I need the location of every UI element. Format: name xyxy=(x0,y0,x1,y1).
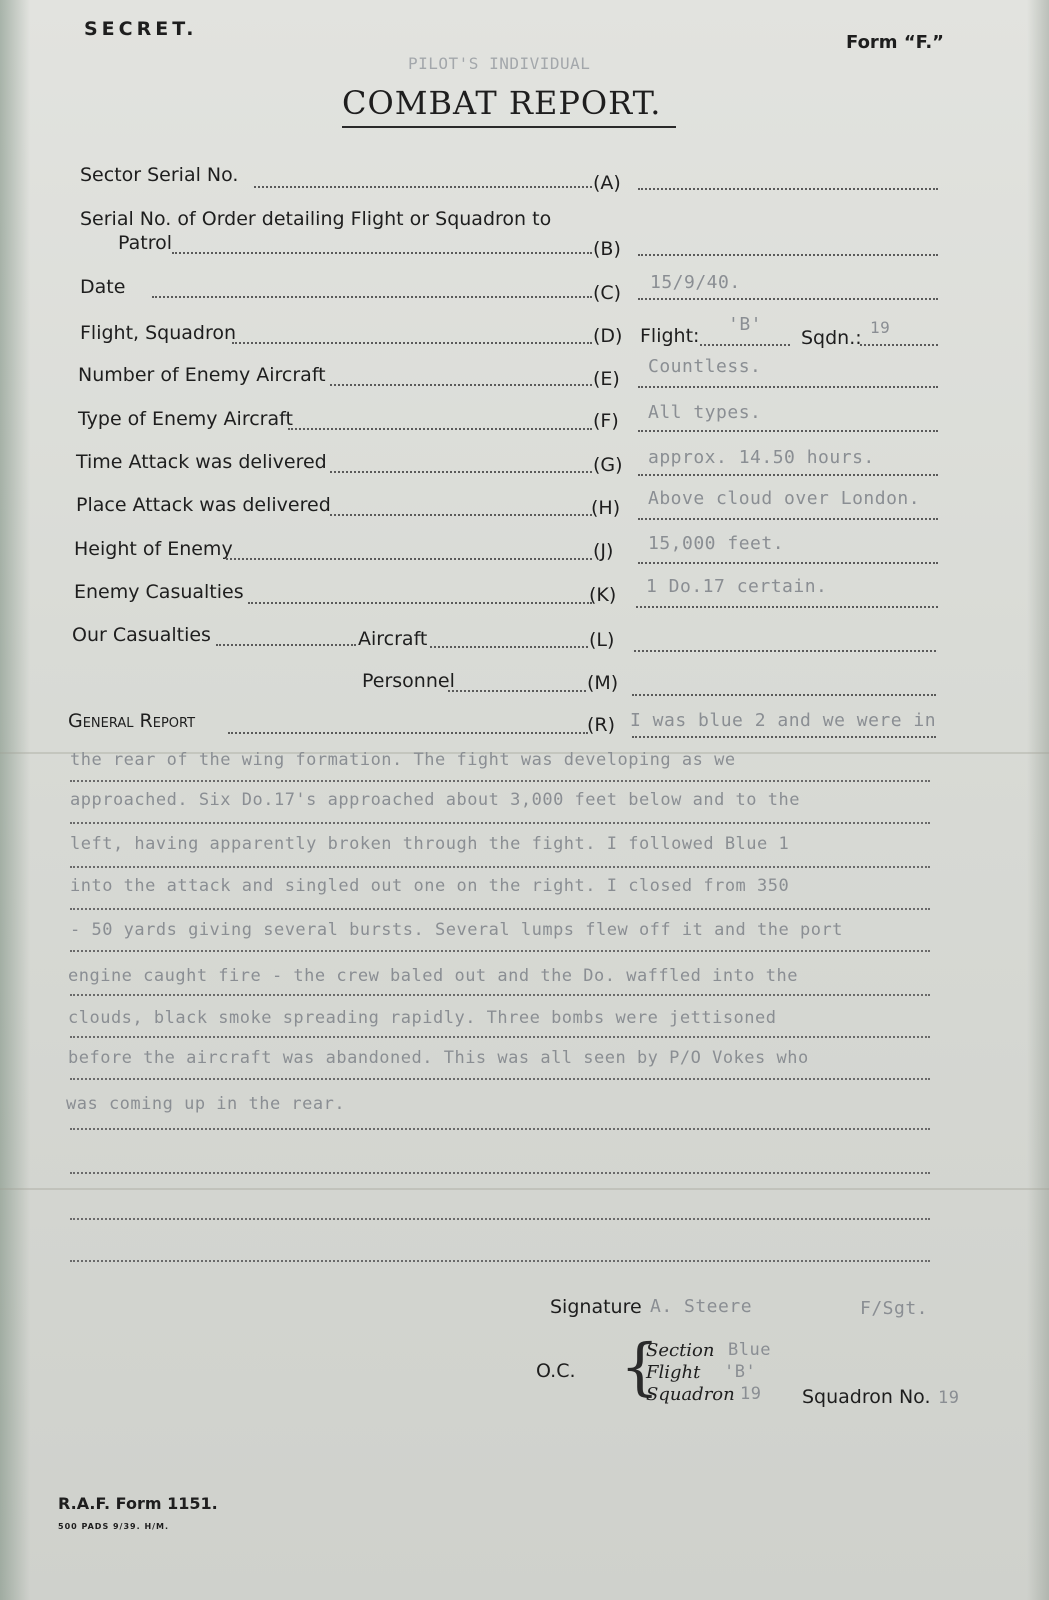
leader-dots xyxy=(226,558,592,560)
leader-dots xyxy=(248,602,592,604)
answer-line xyxy=(638,188,938,190)
leader-dots xyxy=(152,296,592,298)
leader-dots xyxy=(232,342,592,344)
form-id: Form “F.” xyxy=(846,32,944,53)
field-label-time-attack: Time Attack was delivered xyxy=(76,451,327,473)
field-code: (J) xyxy=(593,540,614,562)
report-rule xyxy=(70,908,930,910)
leader-dots xyxy=(254,186,592,188)
field-code: (K) xyxy=(589,584,617,606)
field-label-personnel: Personnel xyxy=(362,670,455,692)
answer-line xyxy=(638,474,938,476)
field-label-flight-squadron: Flight, Squadron xyxy=(80,322,237,344)
form-title: COMBAT REPORT. xyxy=(342,84,662,122)
sqdn-value: 19 xyxy=(870,318,891,337)
field-label-enemy-casualties: Enemy Casualties xyxy=(74,581,244,603)
field-code: (M) xyxy=(587,672,619,694)
field-code: (C) xyxy=(593,282,622,304)
report-rule xyxy=(70,1128,930,1130)
oc-squadron-value: 19 xyxy=(740,1384,762,1404)
report-rule xyxy=(70,1218,930,1220)
report-line-5: into the attack and singled out one on the right. I closed from 350 xyxy=(70,876,790,896)
field-code: (A) xyxy=(593,172,621,194)
brace: { xyxy=(620,1330,660,1403)
flight-value: 'B' xyxy=(728,314,763,335)
answer-line xyxy=(632,694,936,696)
paper-fold xyxy=(0,1188,1049,1190)
field-label-place-attack: Place Attack was delivered xyxy=(76,494,331,516)
report-rule xyxy=(70,822,930,824)
answer-line xyxy=(634,650,936,652)
secret-label: SECRET. xyxy=(84,18,198,40)
paper-edge-shadow-right xyxy=(1027,0,1049,1600)
report-rule xyxy=(70,1036,930,1038)
report-line-10: was coming up in the rear. xyxy=(66,1094,346,1114)
sqdn-label: Sqdn.: xyxy=(801,327,862,349)
report-rule xyxy=(70,1078,930,1080)
paper-edge-shadow xyxy=(0,0,30,1600)
field-code: (R) xyxy=(587,714,616,736)
field-code: (F) xyxy=(593,410,619,432)
field-value-date: 15/9/40. xyxy=(650,272,741,293)
field-code: (B) xyxy=(593,238,621,260)
answer-line xyxy=(638,254,938,256)
field-code: (H) xyxy=(591,497,621,519)
leader-dots xyxy=(448,690,586,692)
squadron-no-label: Squadron No. xyxy=(802,1386,931,1408)
answer-line xyxy=(638,298,938,300)
answer-line xyxy=(700,344,790,346)
field-value-time-attack: approx. 14.50 hours. xyxy=(648,447,875,468)
field-label-sector-serial: Sector Serial No. xyxy=(80,164,239,186)
report-rule xyxy=(70,950,930,952)
answer-line xyxy=(638,518,938,520)
answer-line xyxy=(638,430,938,432)
answer-line xyxy=(638,386,938,388)
leader-dots xyxy=(330,471,592,473)
report-line-8: clouds, black smoke spreading rapidly. Three bombs were jettisoned xyxy=(68,1008,777,1028)
leader-dots xyxy=(330,514,592,516)
field-label-aircraft: Aircraft xyxy=(358,628,428,650)
field-value-place-attack: Above cloud over London. xyxy=(648,488,921,509)
leader-dots xyxy=(228,732,588,734)
report-line-7: engine caught fire - the crew baled out and the Do. waffled into the xyxy=(68,966,798,986)
report-rule xyxy=(70,780,930,782)
oc-section-value: Blue xyxy=(728,1340,771,1360)
answer-line xyxy=(632,736,936,738)
report-rule xyxy=(70,1260,930,1262)
field-code: (E) xyxy=(593,368,620,390)
report-line-4: left, having apparently broken through the fight. I followed Blue 1 xyxy=(70,834,790,854)
report-rule xyxy=(70,1172,930,1174)
field-code: (G) xyxy=(593,454,623,476)
squadron-no-value: 19 xyxy=(938,1388,960,1408)
leader-dots xyxy=(288,428,592,430)
oc-squadron-label: Squadron xyxy=(646,1384,735,1405)
field-code: (L) xyxy=(589,629,615,651)
field-label-date: Date xyxy=(80,276,126,298)
field-label-order-line1: Serial No. of Order detailing Flight or Squadron to xyxy=(80,208,552,230)
answer-line xyxy=(636,606,938,608)
report-line-6: - 50 yards giving several bursts. Several lumps flew off it and the port xyxy=(70,920,843,940)
form-name: R.A.F. Form 1151. xyxy=(58,1494,218,1513)
field-value-number-enemy: Countless. xyxy=(648,356,762,377)
field-label-our-casualties: Our Casualties xyxy=(72,624,211,646)
leader-dots xyxy=(330,384,592,386)
field-label-number-enemy: Number of Enemy Aircraft xyxy=(78,364,326,386)
report-line-9: before the aircraft was abandoned. This was all seen by P/O Vokes who xyxy=(68,1048,809,1068)
title-underline xyxy=(342,126,676,128)
signature-label: Signature xyxy=(550,1296,642,1318)
oc-flight-value: 'B' xyxy=(724,1362,757,1382)
field-label-general-report: General Report xyxy=(68,710,196,732)
form-subtitle: PILOT'S INDIVIDUAL xyxy=(408,54,591,73)
oc-flight-label: Flight xyxy=(646,1362,701,1383)
report-rule xyxy=(70,866,930,868)
field-value-enemy-casualties: 1 Do.17 certain. xyxy=(646,576,828,597)
field-label-patrol: Patrol xyxy=(118,232,172,254)
leader-dots xyxy=(216,644,356,646)
oc-section-label: Section xyxy=(646,1340,715,1361)
field-value-height-enemy: 15,000 feet. xyxy=(648,533,785,554)
oc-label: O.C. xyxy=(536,1360,576,1382)
print-code: 500 PADS 9/39. H/M. xyxy=(58,1522,170,1531)
signature-rank: F/Sgt. xyxy=(860,1298,929,1319)
report-line-2: the rear of the wing formation. The fight was developing as we xyxy=(70,750,736,770)
field-label-height-enemy: Height of Enemy xyxy=(74,538,233,560)
answer-line xyxy=(860,344,938,346)
report-line-1: I was blue 2 and we were in xyxy=(630,710,937,731)
field-value-type-enemy: All types. xyxy=(648,402,762,423)
report-line-3: approached. Six Do.17's approached about 3,000 feet below and to the xyxy=(70,790,800,810)
report-rule xyxy=(70,994,930,996)
field-label-type-enemy: Type of Enemy Aircraft xyxy=(78,408,293,430)
leader-dots xyxy=(172,252,592,254)
field-code: (D) xyxy=(593,325,623,347)
leader-dots xyxy=(430,646,588,648)
flight-label: Flight: xyxy=(640,325,700,347)
answer-line xyxy=(638,562,938,564)
signature-name: A. Steere xyxy=(650,1296,753,1317)
